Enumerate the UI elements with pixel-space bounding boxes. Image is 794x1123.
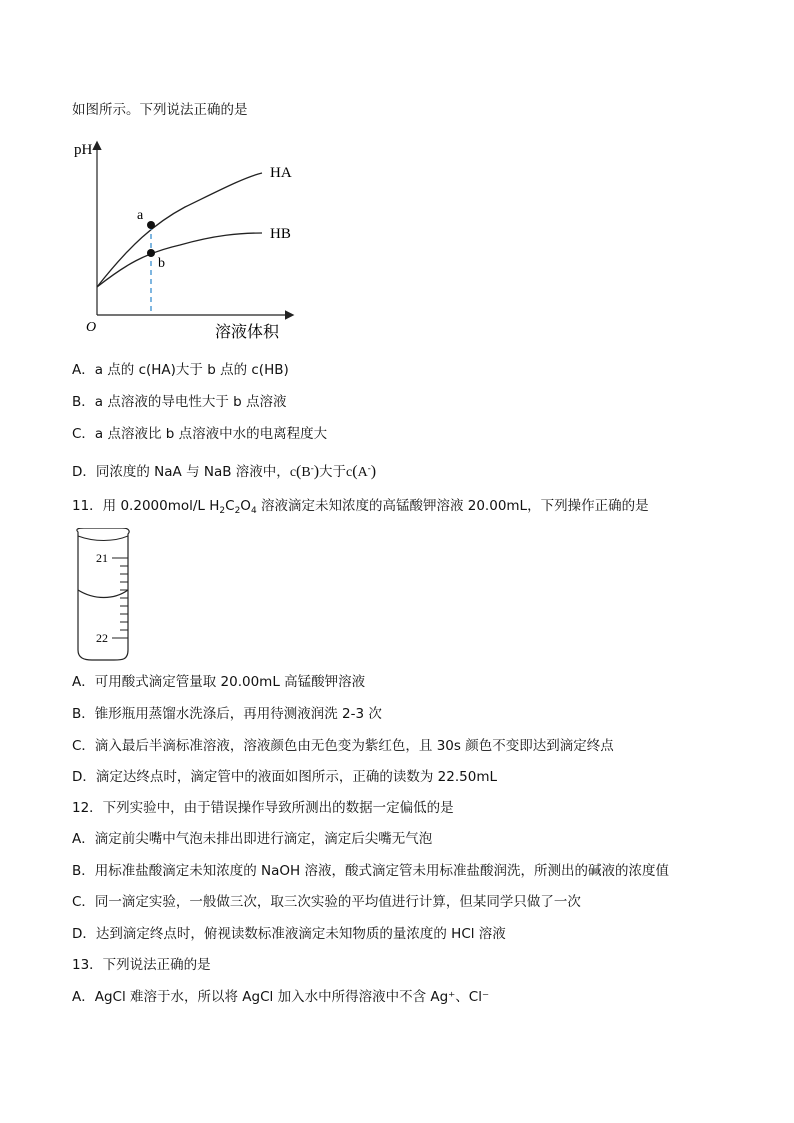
burette-top-rim	[78, 536, 128, 541]
formula-c-a: c(A-)	[346, 463, 377, 480]
q10-d-mid: 大于	[319, 464, 347, 480]
q12-stem: 12．下列实验中，由于错误操作导致所测出的数据一定偏低的是	[72, 800, 454, 816]
burette-label-22: 22	[96, 631, 108, 645]
q10-option-d	[72, 459, 376, 482]
point-b-label: b	[158, 256, 165, 271]
curve-hb-label: HB	[270, 226, 291, 242]
q11-stem: 11．用 0.2000mol/L $H_2C_2O_4$ 溶液滴定未知浓度的高锰酸钾溶液 20.00mL，下列操作正确的是	[72, 498, 649, 516]
liquid-meniscus	[78, 590, 128, 598]
curve-ha-label: HA	[270, 165, 292, 181]
q10-option-b: B．a 点溶液的导电性大于 b 点溶液	[72, 394, 287, 410]
q10-d-prefix: D．同浓度的 NaA 与 NaB 溶液中，	[72, 464, 290, 480]
y-axis-label: pH	[74, 142, 93, 158]
q12-option-d: D．达到滴定终点时，俯视读数标准液滴定未知物质的量浓度的 HCl 溶液	[72, 926, 506, 942]
point-b	[147, 249, 155, 257]
ph-volume-graph	[70, 135, 310, 345]
q10-option-a: A．a 点的 c(HA)大于 b 点的 c(HB)	[72, 362, 289, 378]
q11-option-c: C．滴入最后半滴标准溶液，溶液颜色由无色变为紫红色，且 30s 颜色不变即达到滴定终点	[72, 738, 614, 754]
curve-hb	[97, 233, 262, 287]
point-a	[147, 221, 155, 229]
curve-ha	[97, 173, 262, 287]
question-intro: 如图所示。下列说法正确的是	[72, 102, 248, 118]
q13-option-a: A．AgCl 难溶于水，所以将 AgCl 加入水中所得溶液中不含 Ag⁺、Cl⁻	[72, 989, 490, 1005]
x-axis-label: 溶液体积	[215, 322, 280, 341]
q11-option-a: A．可用酸式滴定管量取 20.00mL 高锰酸钾溶液	[72, 674, 366, 690]
q11-option-b: B．锥形瓶用蒸馏水洗涤后，再用待测液润洗 2-3 次	[72, 706, 382, 722]
q12-option-a: A．滴定前尖嘴中气泡未排出即进行滴定，滴定后尖嘴无气泡	[72, 831, 433, 847]
formula-c-b: c(B-)	[289, 463, 320, 480]
burette-figure	[74, 528, 138, 662]
q12-option-c: C．同一滴定实验，一般做三次，取三次实验的平均值进行计算，但某同学只做了一次	[72, 894, 581, 910]
point-a-label: a	[137, 208, 144, 223]
q11-option-d: D．滴定达终点时，滴定管中的液面如图所示，正确的读数为 22.50mL	[72, 769, 498, 785]
q10-option-c: C．a 点溶液比 b 点溶液中水的电离程度大	[72, 426, 328, 442]
burette-label-21: 21	[96, 551, 108, 565]
q13-stem: 13．下列说法正确的是	[72, 957, 211, 973]
origin-label: O	[86, 320, 97, 335]
q12-option-b: B．用标准盐酸滴定未知浓度的 NaOH 溶液，酸式滴定管未用标准盐酸润洗，所测出的碱液的浓度值	[72, 863, 669, 879]
